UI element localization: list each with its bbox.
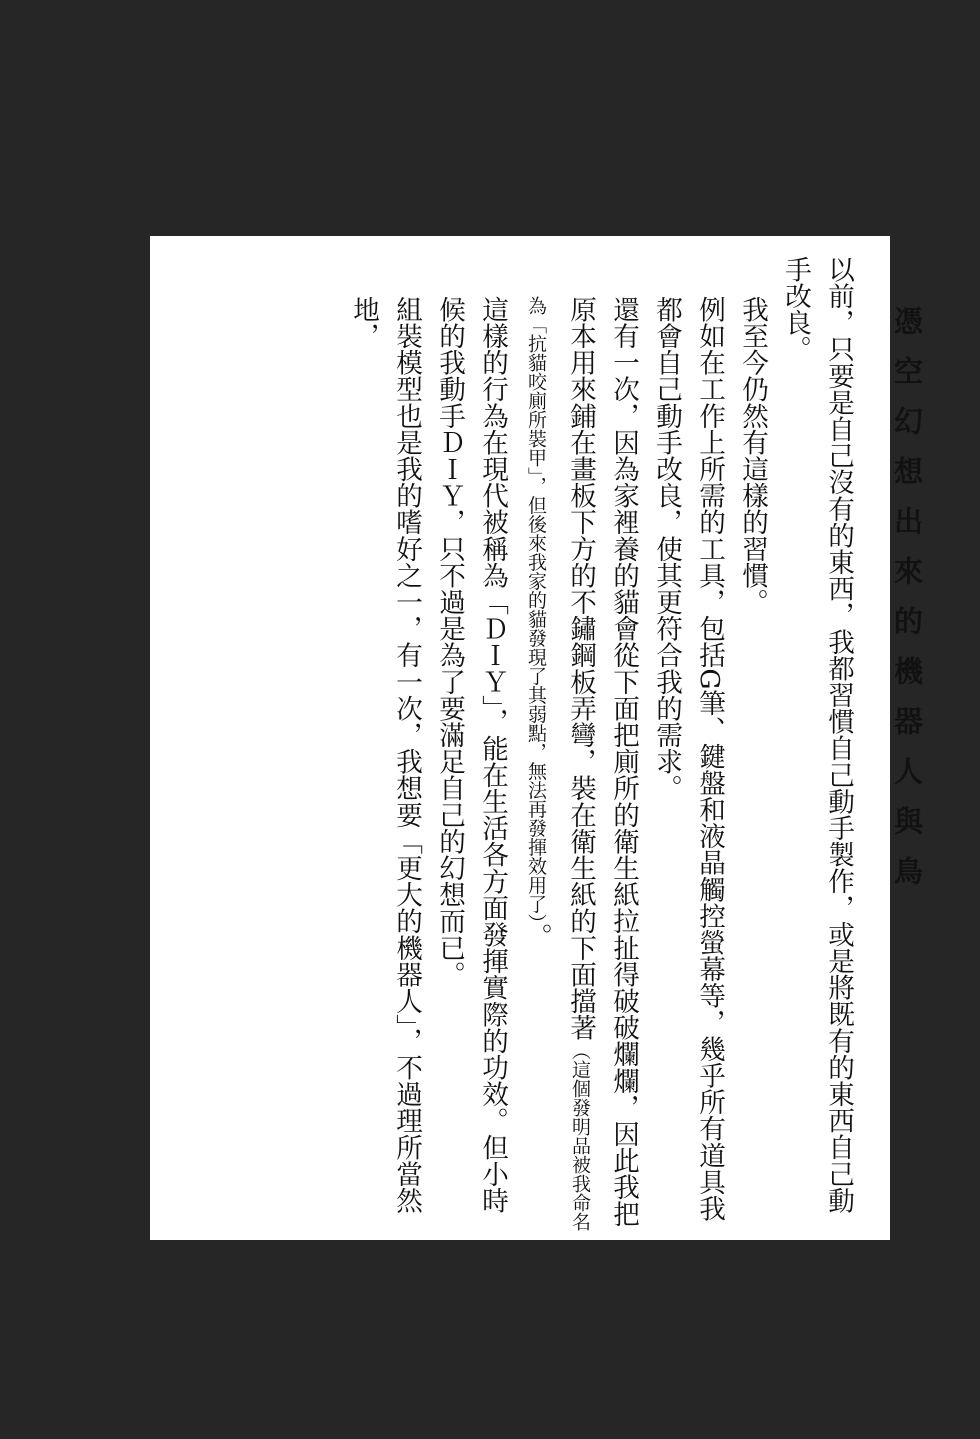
paragraph-1: 以前，只要是自己沒有的東西，我都習慣自己動手製作，或是將既有的東西自己動手改良。	[780, 256, 854, 1214]
paragraph-4-end: 。	[521, 923, 552, 950]
paragraph-4-note: （這個發明品被我命名為「抗貓咬廁所裝甲」，但後來我家的貓發現了其弱點，無法再發揮效用了）	[525, 296, 591, 1231]
paragraph-6: 組裝模型也是我的嗜好之一，有一次，我想要「更大的機器人」，不過理所當然地，	[348, 296, 422, 1214]
chapter-title: 憑空幻想出來的機器人與鳥	[890, 306, 924, 906]
book-page	[150, 236, 924, 1240]
paragraph-4-main: 還有一次，因為家裡養的貓會從下面把廁所的衛生紙拉扯得破破爛爛，因此我把原本用來鋪在畫板下方的不鏽鋼板弄彎，裝在衛生紙的下面擋著	[565, 296, 639, 1227]
paragraph-4	[514, 256, 645, 1231]
paragraph-3: 例如在工作上所需的工具，包括G筆、鍵盤和液晶觸控螢幕等，幾乎所有道具我都會自己動手改良，使其更符合我的需求。	[651, 296, 725, 1222]
body-text	[342, 256, 860, 1231]
paragraph-5: 這樣的行為在現代被稱為「ＤＩＹ」，能在生活各方面發揮實際的功效。但小時候的我動手ＤＩＹ，只不過是為了要滿足自己的幻想而已。	[434, 296, 508, 1214]
paragraph-2: 我至今仍然有這樣的習慣。	[737, 296, 768, 616]
